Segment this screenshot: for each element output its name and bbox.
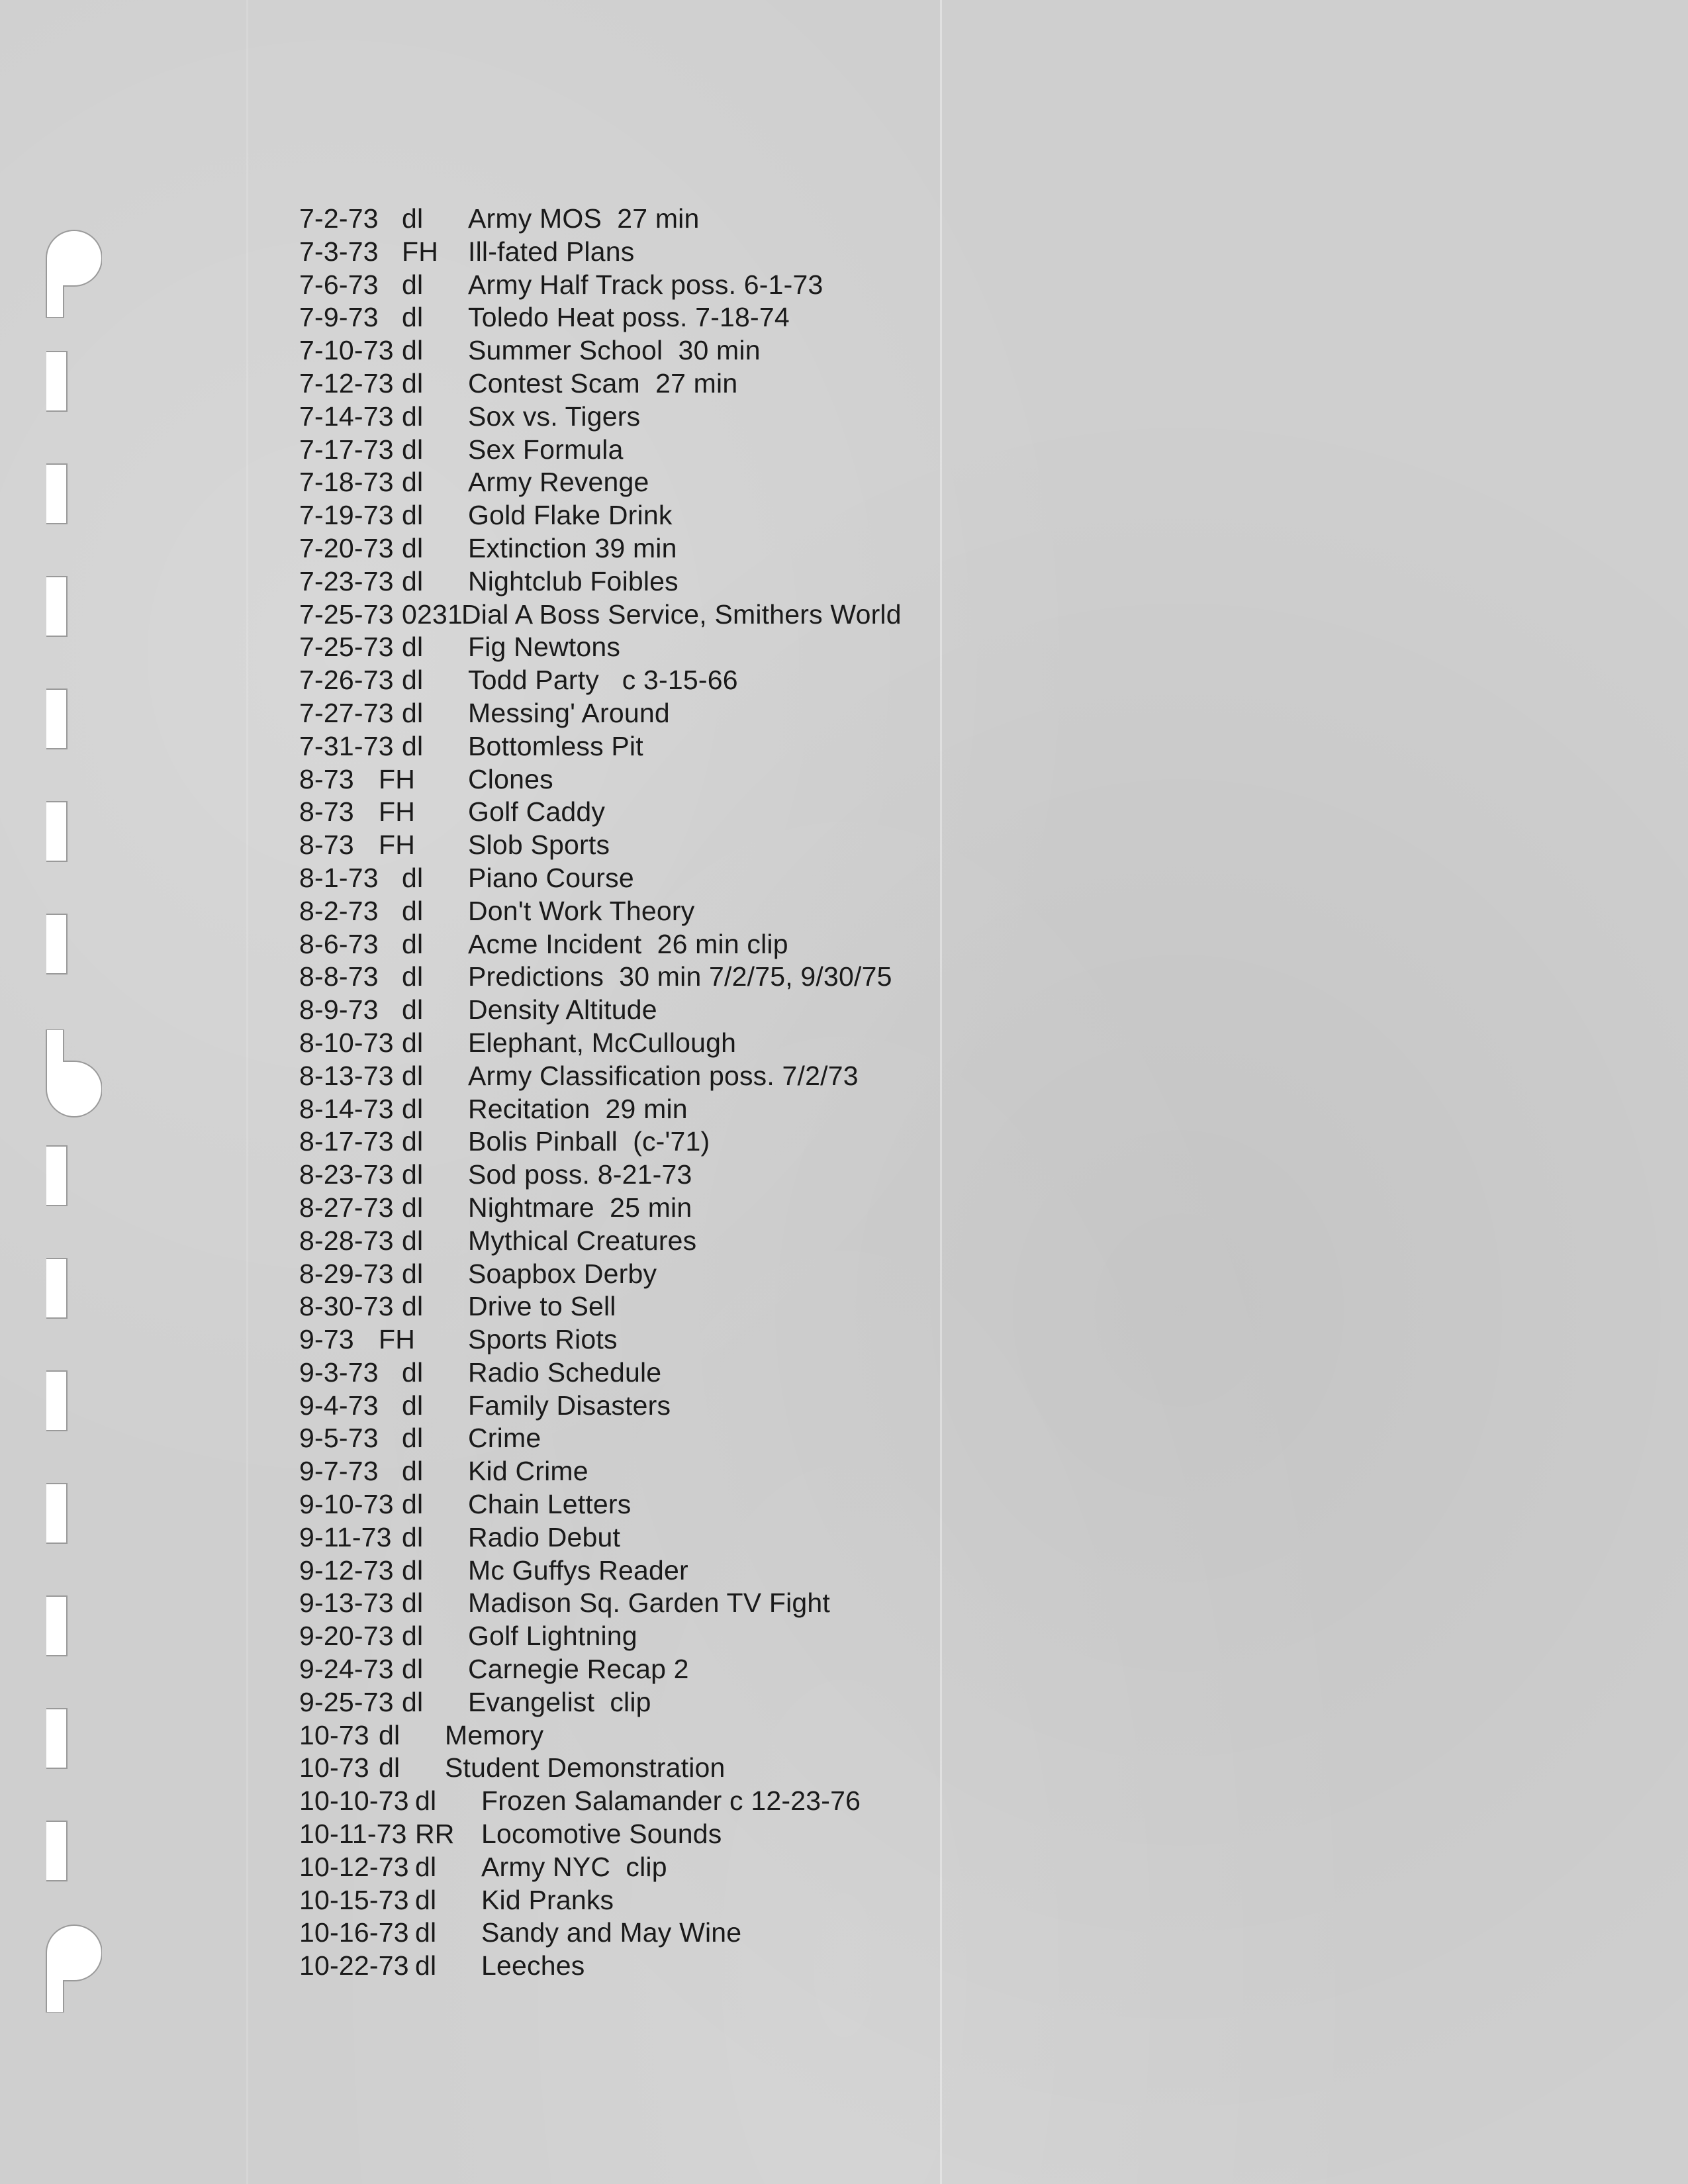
entry-title: Density Altitude	[468, 994, 657, 1025]
entry-code: dl	[402, 1027, 424, 1058]
log-entry	[299, 1851, 1292, 1884]
entry-title: Memory	[445, 1719, 544, 1750]
entry-date: 8-9-73	[299, 994, 379, 1025]
entry-code: dl	[402, 1654, 424, 1685]
entry-title: Nightmare 25 min	[468, 1192, 692, 1223]
entry-title: Predictions 30 min 7/2/75, 9/30/75	[468, 961, 892, 992]
entry-code: dl	[402, 1192, 424, 1223]
entry-code: FH	[379, 796, 416, 828]
entry-code: dl	[402, 632, 424, 663]
entry-title: Chain Letters	[468, 1489, 632, 1520]
entry-code: FH	[402, 236, 439, 267]
log-entry	[299, 1356, 1292, 1390]
entry-date: 8-6-73	[299, 928, 379, 959]
entry-date: 8-1-73	[299, 862, 379, 893]
entry-title: Crime	[468, 1423, 541, 1454]
entry-date: 10-15-73	[299, 1884, 409, 1915]
entry-date: 8-8-73	[299, 961, 379, 992]
binder-hook-hole-bottom	[44, 1913, 102, 2013]
log-entry	[299, 1785, 1292, 1818]
entry-date: 8-10-73	[299, 1027, 394, 1058]
log-entry	[299, 829, 1292, 862]
log-entry	[299, 1422, 1292, 1455]
entry-date: 8-2-73	[299, 895, 379, 926]
entry-title: Sandy and May Wine	[481, 1917, 742, 1948]
entry-date: 7-18-73	[299, 467, 394, 498]
log-entry	[299, 1125, 1292, 1159]
entry-code: dl	[402, 467, 424, 498]
entry-title: Madison Sq. Garden TV Fight	[468, 1588, 831, 1619]
entry-date: 9-4-73	[299, 1390, 379, 1421]
binder-slot	[46, 914, 68, 974]
log-entry	[299, 895, 1292, 928]
entry-code: dl	[402, 203, 424, 234]
entry-code: FH	[379, 830, 416, 861]
entry-title: Bolis Pinball (c-'71)	[468, 1126, 710, 1157]
entry-code: FH	[379, 763, 416, 794]
log-entry	[299, 203, 1292, 236]
entry-code: dl	[402, 1489, 424, 1520]
entry-title: Army Classification poss. 7/2/73	[468, 1060, 859, 1091]
entry-date: 8-14-73	[299, 1093, 394, 1124]
entry-title: Frozen Salamander c 12-23-76	[481, 1785, 861, 1817]
entry-date: 7-9-73	[299, 302, 379, 333]
log-entry	[299, 1620, 1292, 1653]
entry-date: 7-27-73	[299, 697, 394, 728]
binder-hook-hole-middle	[44, 1029, 102, 1129]
entry-date: 9-11-73	[299, 1521, 392, 1552]
entry-title: Summer School 30 min	[468, 335, 761, 366]
log-entry	[299, 269, 1292, 302]
entry-date: 8-27-73	[299, 1192, 394, 1223]
entry-title: Sox vs. Tigers	[468, 401, 641, 432]
entry-title: Fig Newtons	[468, 632, 621, 663]
entry-code: dl	[402, 730, 424, 761]
log-entry	[299, 961, 1292, 994]
log-entry	[299, 532, 1292, 565]
entry-date: 10-10-73	[299, 1785, 409, 1817]
binder-slot	[46, 1145, 68, 1206]
entry-date: 7-6-73	[299, 269, 379, 300]
log-entry	[299, 1390, 1292, 1423]
log-entry	[299, 796, 1292, 829]
entry-title: Dial A Boss Service, Smithers World	[461, 598, 902, 630]
entry-code: dl	[402, 1093, 424, 1124]
entry-title: Carnegie Recap 2	[468, 1654, 689, 1685]
entry-date: 7-10-73	[299, 335, 394, 366]
entry-title: Radio Schedule	[468, 1356, 662, 1388]
binder-holes	[0, 0, 132, 2184]
binder-slot	[46, 576, 68, 637]
entry-title: Student Demonstration	[445, 1752, 726, 1783]
entry-title: Drive to Sell	[468, 1291, 616, 1322]
entry-title: Radio Debut	[468, 1521, 621, 1552]
entry-code: dl	[402, 665, 424, 696]
entry-title: Messing' Around	[468, 697, 670, 728]
entry-code: dl	[402, 1060, 424, 1091]
entry-date: 7-14-73	[299, 401, 394, 432]
entry-title: Locomotive Sounds	[481, 1819, 722, 1850]
entry-code: dl	[402, 1356, 424, 1388]
entry-date: 8-73	[299, 830, 354, 861]
entry-date: 8-13-73	[299, 1060, 394, 1091]
entry-code: dl	[402, 532, 424, 563]
entry-date: 7-25-73	[299, 598, 394, 630]
entry-code: dl	[402, 500, 424, 531]
log-entry	[299, 1653, 1292, 1686]
entry-date: 8-30-73	[299, 1291, 394, 1322]
recording-log-list	[299, 203, 1292, 1983]
entry-date: 9-13-73	[299, 1588, 394, 1619]
entry-code: dl	[402, 367, 424, 399]
entry-date: 9-10-73	[299, 1489, 394, 1520]
entry-title: Mc Guffys Reader	[468, 1554, 688, 1586]
entry-code: dl	[415, 1917, 437, 1948]
entry-code: dl	[402, 928, 424, 959]
entry-title: Ill-fated Plans	[468, 236, 635, 267]
log-entry	[299, 1455, 1292, 1488]
binder-slot	[46, 1370, 68, 1431]
entry-date: 8-73	[299, 796, 354, 828]
entry-title: Elephant, McCullough	[468, 1027, 737, 1058]
log-entry	[299, 763, 1292, 796]
entry-code: dl	[402, 434, 424, 465]
log-entry	[299, 1258, 1292, 1291]
log-entry	[299, 334, 1292, 367]
binder-slot	[46, 1483, 68, 1544]
entry-code: dl	[402, 1621, 424, 1652]
entry-title: Piano Course	[468, 862, 634, 893]
entry-code: dl	[402, 961, 424, 992]
entry-code: dl	[402, 1521, 424, 1552]
entry-code: FH	[379, 1324, 416, 1355]
entry-date: 9-5-73	[299, 1423, 379, 1454]
entry-code: dl	[402, 1258, 424, 1289]
entry-date: 10-11-73	[299, 1819, 407, 1850]
log-entry	[299, 1917, 1292, 1950]
entry-title: Leeches	[481, 1950, 585, 1981]
entry-code: dl	[402, 1126, 424, 1157]
entry-date: 9-3-73	[299, 1356, 379, 1388]
entry-code: dl	[379, 1752, 400, 1783]
log-entry	[299, 631, 1292, 664]
entry-title: Golf Lightning	[468, 1621, 637, 1652]
log-entry	[299, 730, 1292, 763]
entry-date: 7-26-73	[299, 665, 394, 696]
entry-code: dl	[402, 895, 424, 926]
entry-code: dl	[402, 335, 424, 366]
log-entry	[299, 1752, 1292, 1785]
entry-date: 10-73	[299, 1752, 369, 1783]
entry-date: 10-22-73	[299, 1950, 409, 1981]
log-entry	[299, 1521, 1292, 1554]
entry-title: Soapbox Derby	[468, 1258, 657, 1289]
binder-slot	[46, 801, 68, 862]
binder-slot	[46, 1595, 68, 1656]
entry-code: dl	[402, 1456, 424, 1487]
entry-title: Don't Work Theory	[468, 895, 695, 926]
entry-code: 0231	[402, 598, 463, 630]
log-entry	[299, 1323, 1292, 1356]
entry-date: 7-2-73	[299, 203, 379, 234]
binder-slot	[46, 351, 68, 412]
entry-code: dl	[402, 1588, 424, 1619]
entry-title: Kid Pranks	[481, 1884, 614, 1915]
entry-code: dl	[402, 1225, 424, 1256]
entry-date: 9-20-73	[299, 1621, 394, 1652]
log-entry	[299, 1719, 1292, 1752]
entry-date: 9-7-73	[299, 1456, 379, 1487]
log-entry	[299, 1554, 1292, 1588]
entry-title: Todd Party c 3-15-66	[468, 665, 738, 696]
log-entry	[299, 1060, 1292, 1093]
entry-title: Bottomless Pit	[468, 730, 643, 761]
entry-title: Golf Caddy	[468, 796, 606, 828]
entry-code: RR	[415, 1819, 455, 1850]
log-entry	[299, 862, 1292, 895]
entry-code: dl	[402, 697, 424, 728]
log-entry	[299, 301, 1292, 334]
log-entry	[299, 1093, 1292, 1126]
entry-code: dl	[415, 1785, 437, 1817]
entry-title: Army NYC clip	[481, 1851, 667, 1882]
entry-title: Recitation 29 min	[468, 1093, 688, 1124]
entry-date: 7-20-73	[299, 532, 394, 563]
entry-date: 7-17-73	[299, 434, 394, 465]
log-entry	[299, 565, 1292, 598]
entry-title: Toledo Heat poss. 7-18-74	[468, 302, 790, 333]
entry-code: dl	[415, 1851, 437, 1882]
binder-slot	[46, 1708, 68, 1769]
entry-title: Extinction 39 min	[468, 532, 677, 563]
entry-title: Sports Riots	[468, 1324, 618, 1355]
entry-title: Sod poss. 8-21-73	[468, 1159, 692, 1190]
entry-code: dl	[402, 401, 424, 432]
log-entry	[299, 1192, 1292, 1225]
entry-code: dl	[415, 1950, 437, 1981]
entry-date: 7-25-73	[299, 632, 394, 663]
entry-date: 7-23-73	[299, 565, 394, 596]
entry-title: Evangelist clip	[468, 1686, 651, 1717]
entry-code: dl	[402, 302, 424, 333]
entry-date: 8-23-73	[299, 1159, 394, 1190]
entry-date: 10-16-73	[299, 1917, 409, 1948]
log-entry	[299, 1818, 1292, 1851]
entry-title: Army Revenge	[468, 467, 649, 498]
entry-date: 9-12-73	[299, 1554, 394, 1586]
entry-date: 7-19-73	[299, 500, 394, 531]
binder-slot	[46, 463, 68, 524]
log-entry	[299, 499, 1292, 532]
entry-date: 8-17-73	[299, 1126, 394, 1157]
log-entry	[299, 697, 1292, 730]
log-entry	[299, 664, 1292, 697]
log-entry	[299, 1884, 1292, 1917]
binder-hook-hole-top	[44, 218, 102, 318]
entry-code: dl	[402, 565, 424, 596]
log-entry	[299, 401, 1292, 434]
entry-code: dl	[402, 994, 424, 1025]
log-entry	[299, 1587, 1292, 1620]
entry-title: Contest Scam 27 min	[468, 367, 738, 399]
binder-slot	[46, 1258, 68, 1319]
entry-date: 8-29-73	[299, 1258, 394, 1289]
log-entry	[299, 1290, 1292, 1323]
log-entry	[299, 994, 1292, 1027]
entry-title: Gold Flake Drink	[468, 500, 673, 531]
entry-code: dl	[402, 1423, 424, 1454]
entry-title: Family Disasters	[468, 1390, 671, 1421]
entry-date: 9-73	[299, 1324, 354, 1355]
log-entry	[299, 367, 1292, 401]
log-entry	[299, 1225, 1292, 1258]
entry-date: 7-12-73	[299, 367, 394, 399]
entry-title: Mythical Creatures	[468, 1225, 697, 1256]
log-entry	[299, 928, 1292, 961]
entry-title: Clones	[468, 763, 553, 794]
entry-date: 9-24-73	[299, 1654, 394, 1685]
entry-title: Army Half Track poss. 6-1-73	[468, 269, 823, 300]
log-entry	[299, 466, 1292, 499]
log-entry	[299, 1950, 1292, 1983]
log-entry	[299, 1488, 1292, 1521]
entry-code: dl	[402, 1554, 424, 1586]
binder-slot	[46, 688, 68, 749]
entry-code: dl	[379, 1719, 400, 1750]
log-entry	[299, 236, 1292, 269]
log-entry	[299, 598, 1292, 632]
entry-title: Acme Incident 26 min clip	[468, 928, 788, 959]
entry-code: dl	[402, 269, 424, 300]
entry-title: Nightclub Foibles	[468, 565, 679, 596]
entry-date: 8-28-73	[299, 1225, 394, 1256]
entry-code: dl	[402, 1390, 424, 1421]
entry-title: Slob Sports	[468, 830, 610, 861]
entry-date: 8-73	[299, 763, 354, 794]
entry-code: dl	[402, 862, 424, 893]
entry-date: 9-25-73	[299, 1686, 394, 1717]
entry-title: Army MOS 27 min	[468, 203, 700, 234]
log-entry	[299, 1159, 1292, 1192]
entry-date: 10-12-73	[299, 1851, 409, 1882]
binder-slot	[46, 1821, 68, 1881]
log-entry	[299, 1027, 1292, 1060]
entry-code: dl	[415, 1884, 437, 1915]
entry-title: Kid Crime	[468, 1456, 588, 1487]
log-entry	[299, 434, 1292, 467]
entry-date: 7-3-73	[299, 236, 379, 267]
entry-title: Sex Formula	[468, 434, 624, 465]
entry-code: dl	[402, 1686, 424, 1717]
paper-margin-line	[246, 0, 248, 2184]
entry-date: 7-31-73	[299, 730, 394, 761]
entry-date: 10-73	[299, 1719, 369, 1750]
entry-code: dl	[402, 1291, 424, 1322]
entry-code: dl	[402, 1159, 424, 1190]
log-entry	[299, 1686, 1292, 1719]
